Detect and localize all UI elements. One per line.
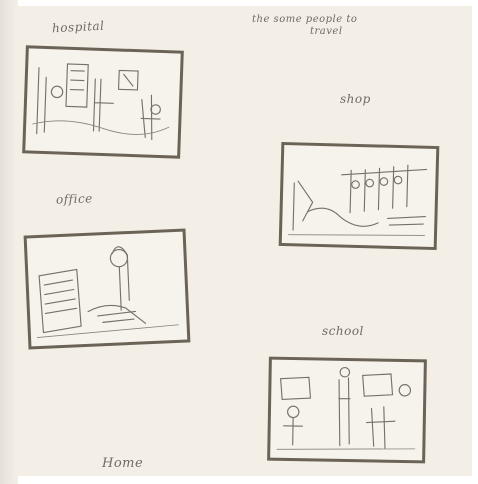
label-school: school [322,324,364,338]
top-note-line1: the some people to [252,14,358,25]
drawing-shop [279,142,440,250]
label-shop: shop [340,92,371,106]
shop-sketch [282,145,437,247]
label-home: Home [102,456,144,471]
office-sketch [27,232,188,347]
label-top-note-line2: travel [310,26,343,37]
label-office: office [55,191,94,207]
label-hospital: hospital [51,18,105,36]
drawing-hospital [22,45,184,158]
school-sketch [270,360,424,461]
drawing-school [267,357,427,464]
label-top-note [252,14,357,25]
drawing-paper [14,6,472,476]
drawing-office [24,229,191,350]
hospital-sketch [25,48,180,155]
